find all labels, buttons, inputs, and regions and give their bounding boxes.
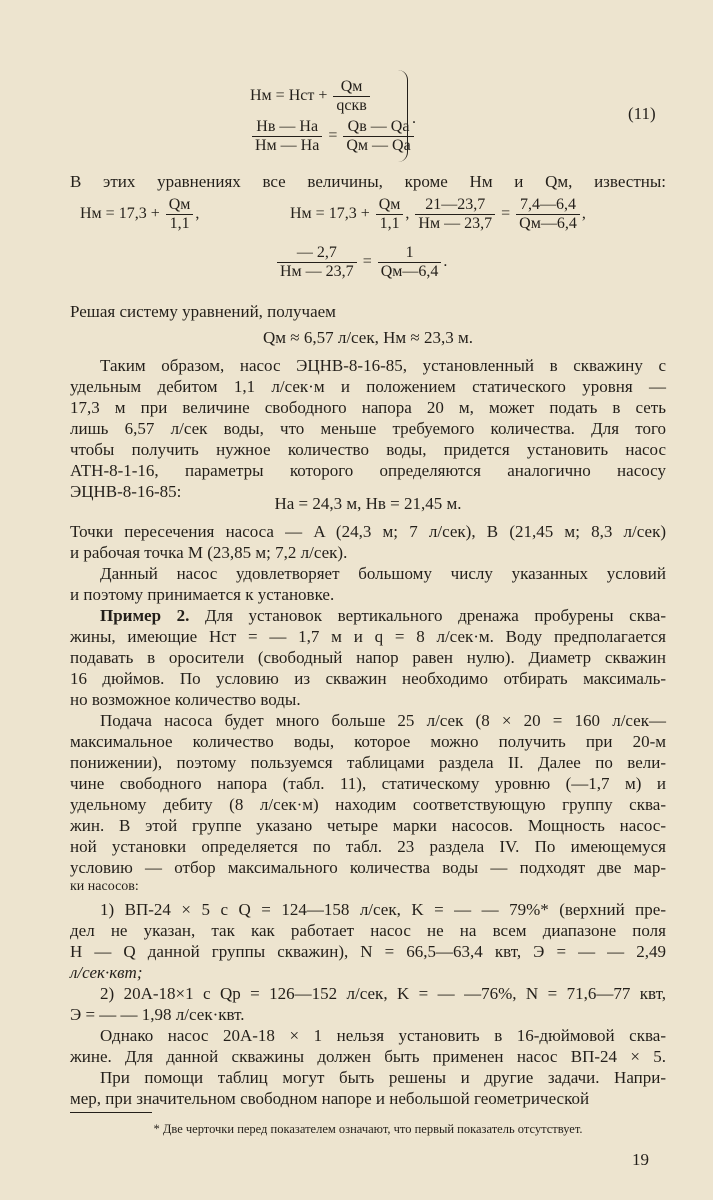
text-line: 16 дюймов. По условию из скважин необходимо отбирать максималь- xyxy=(70,669,666,688)
page-number: 19 xyxy=(632,1150,649,1169)
footnote-rule xyxy=(70,1112,152,1113)
footnote: * Две черточки перед показателем означают, что первый показатель отсутствует. xyxy=(153,1122,583,1136)
ha-hv-line: Hа = 24,3 м, Hв = 21,45 м. xyxy=(274,494,462,513)
text-line: чтобы получить нужное количество воды, придется установить насос xyxy=(70,440,666,459)
equation-line-1: Hм = Hст + $\frac{Qм}{\text{qскв}}$ xyxy=(250,78,372,115)
text-line: ной установки определяется по табл. 23 раздела IV. По имеющемуся xyxy=(70,837,666,856)
text-line: Таким образом, насос ЭЦНВ-8-16-85, установленный в скважину с xyxy=(100,356,666,375)
solving-line: Решая систему уравнений, получаем xyxy=(70,302,336,321)
list-item: 2) 20А-18×1 с Qр = 126—152 л/сек, K = — —76%, N = 71,6—77 квт, xyxy=(100,984,666,1003)
text-line: жины, имеющие Hст = — 1,7 м и q = 8 л/сек·м. Воду предполагается xyxy=(70,627,666,646)
text-line: 17,3 м при величине свободного напора 20 м, может подать в сеть xyxy=(70,398,666,417)
text-line: жине. Для данной скважины должен быть применен насос ВП-24 × 5. xyxy=(70,1047,666,1066)
text-line: мер, при значительном свободном напоре и небольшой геометрической xyxy=(70,1089,590,1108)
list-item: Э = — — 1,98 л/сек·квт. xyxy=(70,1005,245,1024)
intro-line: В этих уравнениях все величины, кроме Hм и Qм, известны: xyxy=(70,172,666,191)
equation-number: (11) xyxy=(628,104,656,123)
known-formula-e: $\frac{— 2,7}{Hм — 23,7}$ = $\frac{1}{Qм—6,4}$ . xyxy=(275,244,447,281)
result-line: Qм ≈ 6,57 л/сек, Hм ≈ 23,3 м. xyxy=(262,328,473,347)
text-line: условию — отбор максимального количества воды — подходят две мар- xyxy=(70,858,666,877)
right-brace xyxy=(395,70,408,162)
text-line: понижении), поэтому пользуемся таблицами раздела II. Далее по вели- xyxy=(70,753,666,772)
text-line: Подача насоса будет много больше 25 л/сек (8 × 20 = 160 л/сек— xyxy=(100,711,666,730)
text-line: ЭЦНВ-8-16-85: xyxy=(70,482,182,501)
text-line: Пример 2. Для установок вертикального дренажа пробурены сква- xyxy=(100,606,666,625)
text-line: Однако насос 20А-18 × 1 нельзя установить в 16-дюймовой сква- xyxy=(100,1026,666,1045)
list-item: дел не указан, так как работает насос не на всем диапазоне поля xyxy=(70,921,666,940)
text-line: лишь 6,57 л/сек воды, что меньше требуемого количества. Для того xyxy=(70,419,666,438)
text-line: АТН-8-1-16, параметры которого определяются аналогично насосу xyxy=(70,461,666,480)
text-line: и рабочая точка M (23,85 м; 7,2 л/сек). xyxy=(70,543,348,562)
text-line: Точки пересечения насоса — A (24,3 м; 7 л/сек), B (21,45 м; 8,3 л/сек) xyxy=(70,522,666,541)
text-line: подавать в оросители (свободный напор равен нулю). Диаметр скважин xyxy=(70,648,666,667)
text-line: ки насосов: xyxy=(70,879,139,894)
known-formula-a: Hм = 17,3 + $\frac{Qм}{1,1}$ , xyxy=(80,196,200,232)
text-line: удельным дебитом 1,1 л/сек·м и положением статического уровня — xyxy=(70,377,666,396)
text-line: и поэтому принимается к установке. xyxy=(70,585,335,604)
book-page: Hм = Hст + $\frac{Qм}{\text{qскв}}$ $\frac{Hв — Hа}{Hм — Hа}$ = $\frac{Qв — Qа}{Qм — Qа}$ . (11) В этих уравнениях все величины, кроме Hм и Qм, известны: Hм = 17,3 + $\frac{Qм}{1,1}$ , Hм = 17,3 + $\frac{Qм}{1,1}$ , $\frac{21—23,7}{Hм — 23,7}$ = $\frac{7,4—6,4}{Qм—6,4}$ , $\frac{— 2,7}{Hм — 23,7}$ = $\frac{1}{Qм—6,4}$ . Решая систему уравнений, получаем Qм ≈ 6,57 л/сек, Hм ≈ 23,3 м. Таким образом, насос ЭЦНВ-8-16-85, установленный в скважину с удельным дебитом 1,1 л/сек·м и положением статического уровня — 17,3 м при величине свободного напора 20 м, может подать в сеть лишь 6,57 л/сек воды, что меньше требуемого количества. Для того чтобы получить нужное количество воды, придется установить насос АТН-8-1-16, параметры которого определяются аналогично насосу ЭЦНВ-8-16-85: Hа = 24,3 м, Hв = 21,45 м. Точки пересечения насоса — A (24,3 м; 7 л/сек), B (21,45 м; 8,3 л/сек) и рабочая точка M (23,85 м; 7,2 л/сек). Данный насос удовлетворяет большому числу указанных условий и поэтому принимается к установке. Пример 2. Для установок вертикального дренажа пробурены сква- жины, имеющие Hст = — 1,7 м и q = 8 л/сек·м. Воду предполагается подавать в оросители (свободный напор равен нулю). Диаметр скважин 16 дюймов. По условию из скважин необходимо отбирать максималь- но возможное количество воды. Подача насоса будет много больше 25 л/сек (8 × 20 = 160 л/сек— максимальное количество воды, которое можно получить при 20-м понижении), поэтому пользуемся таблицами раздела II. Далее по вели- чине свободного напора (табл. 11), статическому уровню (—1,7 м) и удельному дебиту (8 л/сек·м) находим соответствующую группу сква- жин. В этой группе указано четыре марки насосов. Мощность насос- ной установки определяется по табл. 23 раздела IV. По имеющемуся условию — отбор максимального количества воды — подходят две мар- ки насосов: 1) ВП-24 × 5 с Q = 124—158 л/сек, K = — — 79%* (верхний пре- дел не указан, так как работает насос не на всем диапазоне поля H — Q данной группы скважин), N = 66,5—63,4 квт, Э = — — 2,49 л/сек·квт; 2) 20А-18×1 с Qр = 126—152 л/сек, K = — —76%, N = 71,6—77 квт, Э = — — 1,98 л/сек·квт. * Две черточки перед показателем означают, что первый показатель отсутствует. 19 Однако насос 20А-18 × 1 нельзя установить в 16-дюймовой сква- жине. Для данной скважины должен быть применен насос ВП-24 × 5. При помощи таблиц могут быть решены и другие задачи. Напри- мер, при значительном свободном напоре и небольшой геометрической xyxy=(0,0,713,1200)
text-line: максимальное количество воды, которое можно получить при 20-м xyxy=(70,732,666,751)
text-line: чине свободного напора (табл. 11), статическому уровню (—1,7 м) и xyxy=(70,774,666,793)
list-item: H — Q данной группы скважин), N = 66,5—63,4 квт, Э = — — 2,49 xyxy=(70,942,666,961)
example-label: Пример 2. xyxy=(100,606,190,625)
known-formula-b: Hм = 17,3 + $\frac{Qм}{1,1}$ , $\frac{21—23,7}{Hм — 23,7}$ = $\frac{7,4—6,4}{Qм—6,4}$ , xyxy=(290,196,586,232)
text-line: Данный насос удовлетворяет большому числу указанных условий xyxy=(100,564,666,583)
equation-line-2: $\frac{Hв — Hа}{Hм — Hа}$ = $\frac{Qв — Qа}{Qм — Qа}$ xyxy=(250,118,416,155)
text-line: жин. В этой группе указано четыре марки насосов. Мощность насос- xyxy=(70,816,666,835)
list-item: 1) ВП-24 × 5 с Q = 124—158 л/сек, K = — — 79%* (верхний пре- xyxy=(100,900,666,919)
list-item: л/сек·квт; xyxy=(70,963,143,982)
text-line: При помощи таблиц могут быть решены и другие задачи. Напри- xyxy=(100,1068,666,1087)
text-line: удельному дебиту (8 л/сек·м) находим соответствующую группу сква- xyxy=(70,795,666,814)
text-line: но возможное количество воды. xyxy=(70,690,301,709)
fraction: $\frac{Qм}{\text{qскв}}$ xyxy=(333,78,369,115)
